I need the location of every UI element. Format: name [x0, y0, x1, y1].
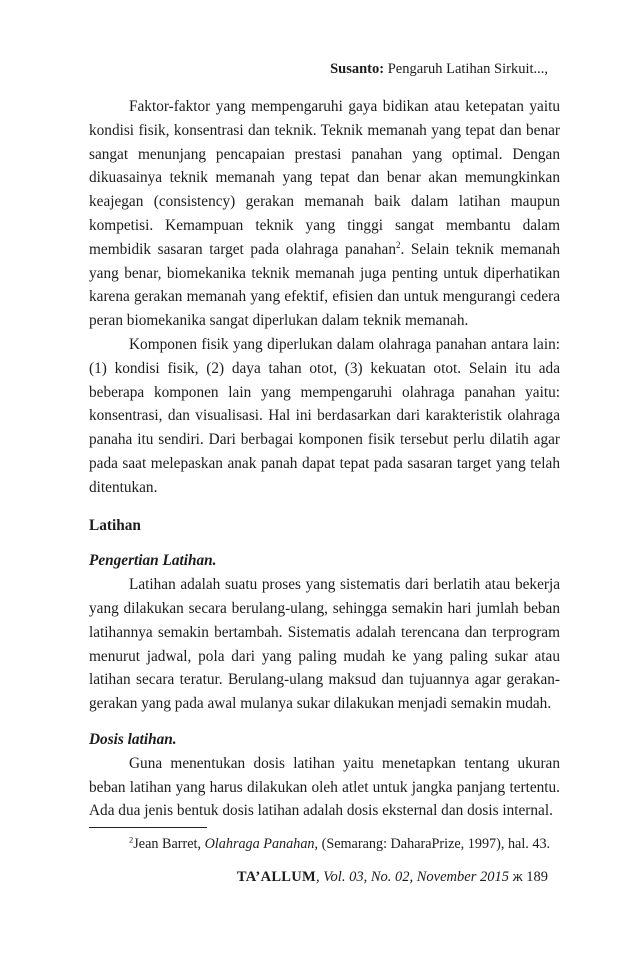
- footnote-book-title: Olahraga Panahan: [204, 836, 315, 852]
- paragraph-2: Komponen fisik yang diperlukan dalam olahraga panahan antara lain: (1) kondisi fisik, (2) daya tahan otot, (3) kekuatan otot. Selain itu ada beberapa komponen lain yang mempengaruhi olahraga panahan yaitu: konsentrasi, dan visualisasi. Hal ini berdasarkan dari karakteristik olahraga panaha itu sendiri. Dari berbagai komponen fisik tersebut perlu dilatih agar pada saat melepaskan anak panah dapat tepat pada sasaran target yang telah ditentukan.: [89, 335, 560, 496]
- section-heading-latihan: Latihan: [89, 516, 141, 534]
- footnote-author: Jean Barret,: [133, 836, 205, 852]
- journal-name: TA’ALLUM: [236, 869, 317, 885]
- paragraph-1: [89, 95, 560, 333]
- page-footer: [0, 868, 548, 886]
- footnote-divider: [89, 827, 207, 828]
- running-head: [0, 60, 548, 78]
- paragraph-dosis-latihan: Guna menentukan dosis latihan yaitu menetapkan tentang ukuran beban latihan yang harus dilakukan oleh atlet untuk jangka panjang tertentu. Ada dua jenis bentuk dosis latihan adalah dosis eksternal dan dosis internal.: [89, 754, 560, 820]
- running-head-title: Pengaruh Latihan Sirkuit...,: [387, 61, 548, 77]
- paragraph-pengertian-latihan: Latihan adalah suatu proses yang sistematis dari berlatih atau bekerja yang dilakukan secara berulang-ulang, sehingga semakin hari jumlah beban latihannya semakin bertambah. Sistematis adalah terencana dan terprogram menurut jadwal, pola dari yang paling mudah ke yang paling sukar atau latihan secara teratur. Berulang-ulang maksud dan tujuannya agar gerakan-gerakan yang pada awal mulanya sukar dilakukan menjadi semakin mudah.: [89, 576, 560, 713]
- footer-separator: ж: [508, 869, 527, 885]
- paragraph-1-part-a: Faktor-faktor yang mempengaruhi gaya bidikan atau ketepatan yaitu kondisi fisik, konsentrasi dan teknik. Teknik memanah yang tepat dan benar sangat menunjang pencapaian prestasi panahan yang optimal. Dengan dikuasainya teknik memanah yang tepat dan benar akan memungkinkan keajegan (consistency) gerakan memanah baik dalam latihan maupun kompetisi. Kemampuan teknik yang tinggi sangat membantu dalam membidik sasaran target pada olahraga panahan: [89, 98, 560, 258]
- footnote-publication: , (Semarang: DaharaPrize, 1997), hal. 43.: [314, 836, 551, 852]
- spacer: [89, 716, 560, 728]
- footnote-number: 2: [129, 834, 134, 845]
- paragraph-1-part-b: . Selain teknik memanah yang benar, biomekanika teknik memanah juga penting untuk diperhatikan karena gerakan memanah yang efektif, efisien dan untuk mengurangi cedera peran biomekanika sangat diperlukan dalam teknik memanah.: [89, 240, 560, 330]
- subheading-pengertian-latihan: Pengertian Latihan.: [89, 552, 217, 570]
- journal-volume: , Vol. 03, No. 02, November 2015: [316, 869, 509, 885]
- body-text: [89, 95, 560, 823]
- footnote-reference: 2: [396, 239, 401, 250]
- subheading-dosis-latihan: Dosis latihan.: [89, 730, 177, 748]
- running-head-author: Susanto:: [330, 61, 385, 77]
- page-number: 189: [526, 869, 548, 885]
- footnote: [129, 835, 569, 853]
